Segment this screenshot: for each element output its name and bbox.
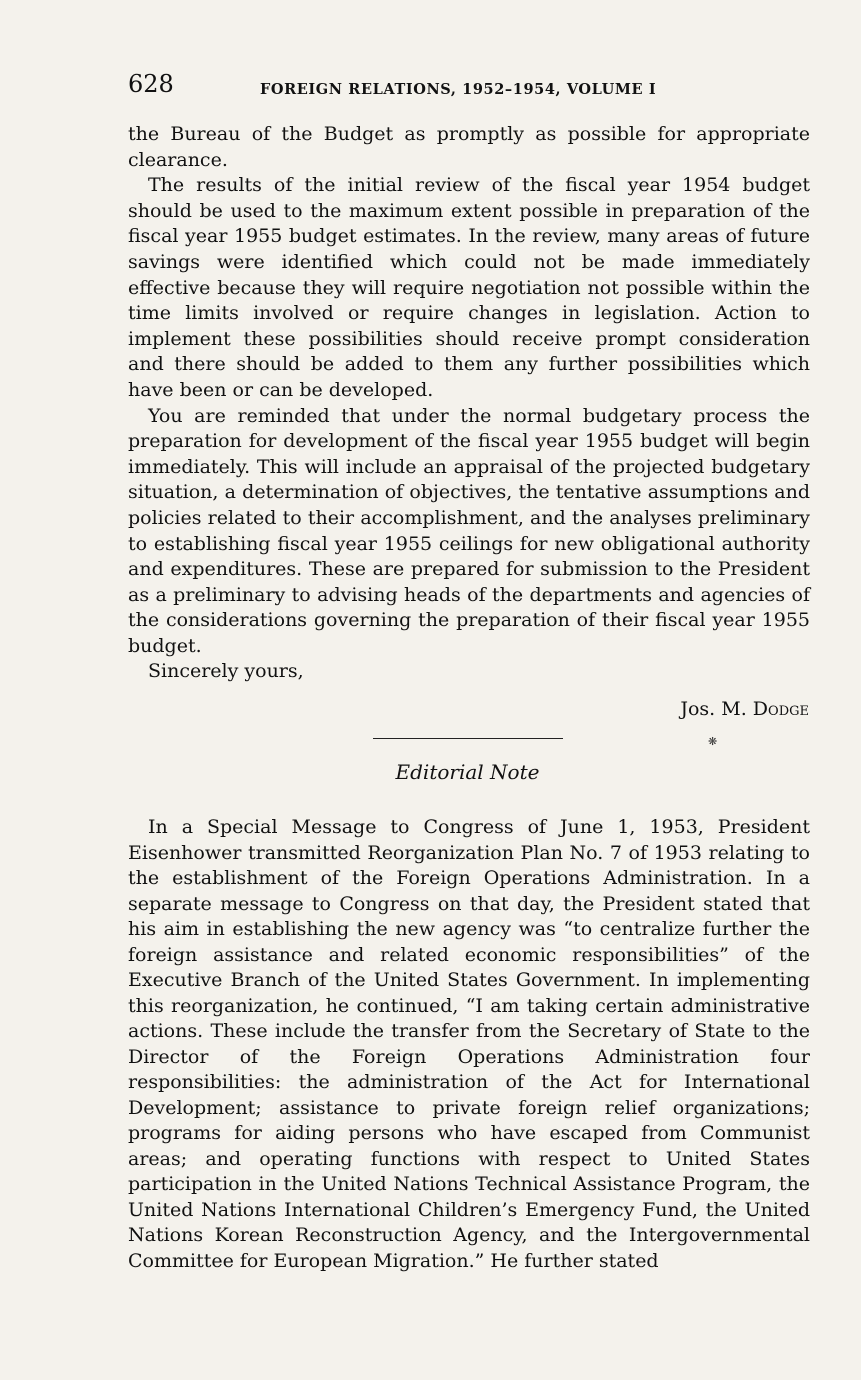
editorial-note-body (128, 815, 810, 1274)
letter-paragraph: the Bureau of the Budget as promptly as possible for appropriate clearance. (128, 123, 810, 171)
letter-paragraph: You are reminded that under the normal budgetary process the preparation for development of the fiscal year 1955 budget will begin immediately. This will include an appraisal of the projected budgetary situation, a determination of objectives, the tentative assumptions and policies related to their accomplishment, and the analyses preliminary to establishing fiscal year 1955 ceilings for new obligational authority and expenditures. These are prepared for submission to the President as a preliminary to advising heads of the departments and agencies of the considerations governing the preparation of their fiscal year 1955 budget. (128, 404, 810, 657)
page-header (128, 68, 810, 104)
signature-name: Jos. M. D (680, 698, 769, 720)
editorial-note-title: Editorial Note (395, 760, 540, 784)
section-divider (373, 738, 563, 739)
letter-body (128, 122, 810, 685)
letter-paragraph: The results of the initial review of the fiscal year 1954 budget should be used to the maximum extent possible in preparation of the fiscal year 1955 budget estimates. In the review, many areas of future savings were identified which could not be made immediately effective because they will require negotiation not possible within the time limits involved or require changes in legislation. Action to implement these possibilities should receive prompt consideration and there should be added to them any further possibilities which have been or can be developed. (128, 174, 810, 401)
signature-surname-rest: odge (768, 698, 809, 720)
page-number: 628 (128, 70, 174, 98)
print-speck-icon: ❋ (708, 735, 718, 748)
running-head: FOREIGN RELATIONS, 1952–1954, VOLUME I (260, 81, 657, 98)
editorial-paragraph: In a Special Message to Congress of June 1, 1953, President Eisenhower transmitted Reorganization Plan No. 7 of 1953 relating to the establishment of the Foreign Operations Administration. In a separate message to Congress on that day, the President stated that his aim in establishing the new agency was “to centralize further the foreign assistance and related economic responsibilities” of the Executive Branch of the United States Government. In implementing this reorganization, he continued, “I am taking certain administrative actions. These include the transfer from the Secretary of State to the Director of the Foreign Operations Administration four responsibilities: the administration of the Act for International Development; assistance to private foreign relief organizations; programs for aiding persons who have escaped from Communist areas; and operating functions with respect to United States participation in the United Nations Technical Assistance Program, the United Nations International Children’s Emergency Fund, the United Nations Korean Reconstruction Agency, and the Intergovernmental Committee for European Migration.” He further stated (128, 816, 810, 1272)
signature (680, 698, 809, 720)
letter-closing: Sincerely yours, (148, 660, 304, 683)
